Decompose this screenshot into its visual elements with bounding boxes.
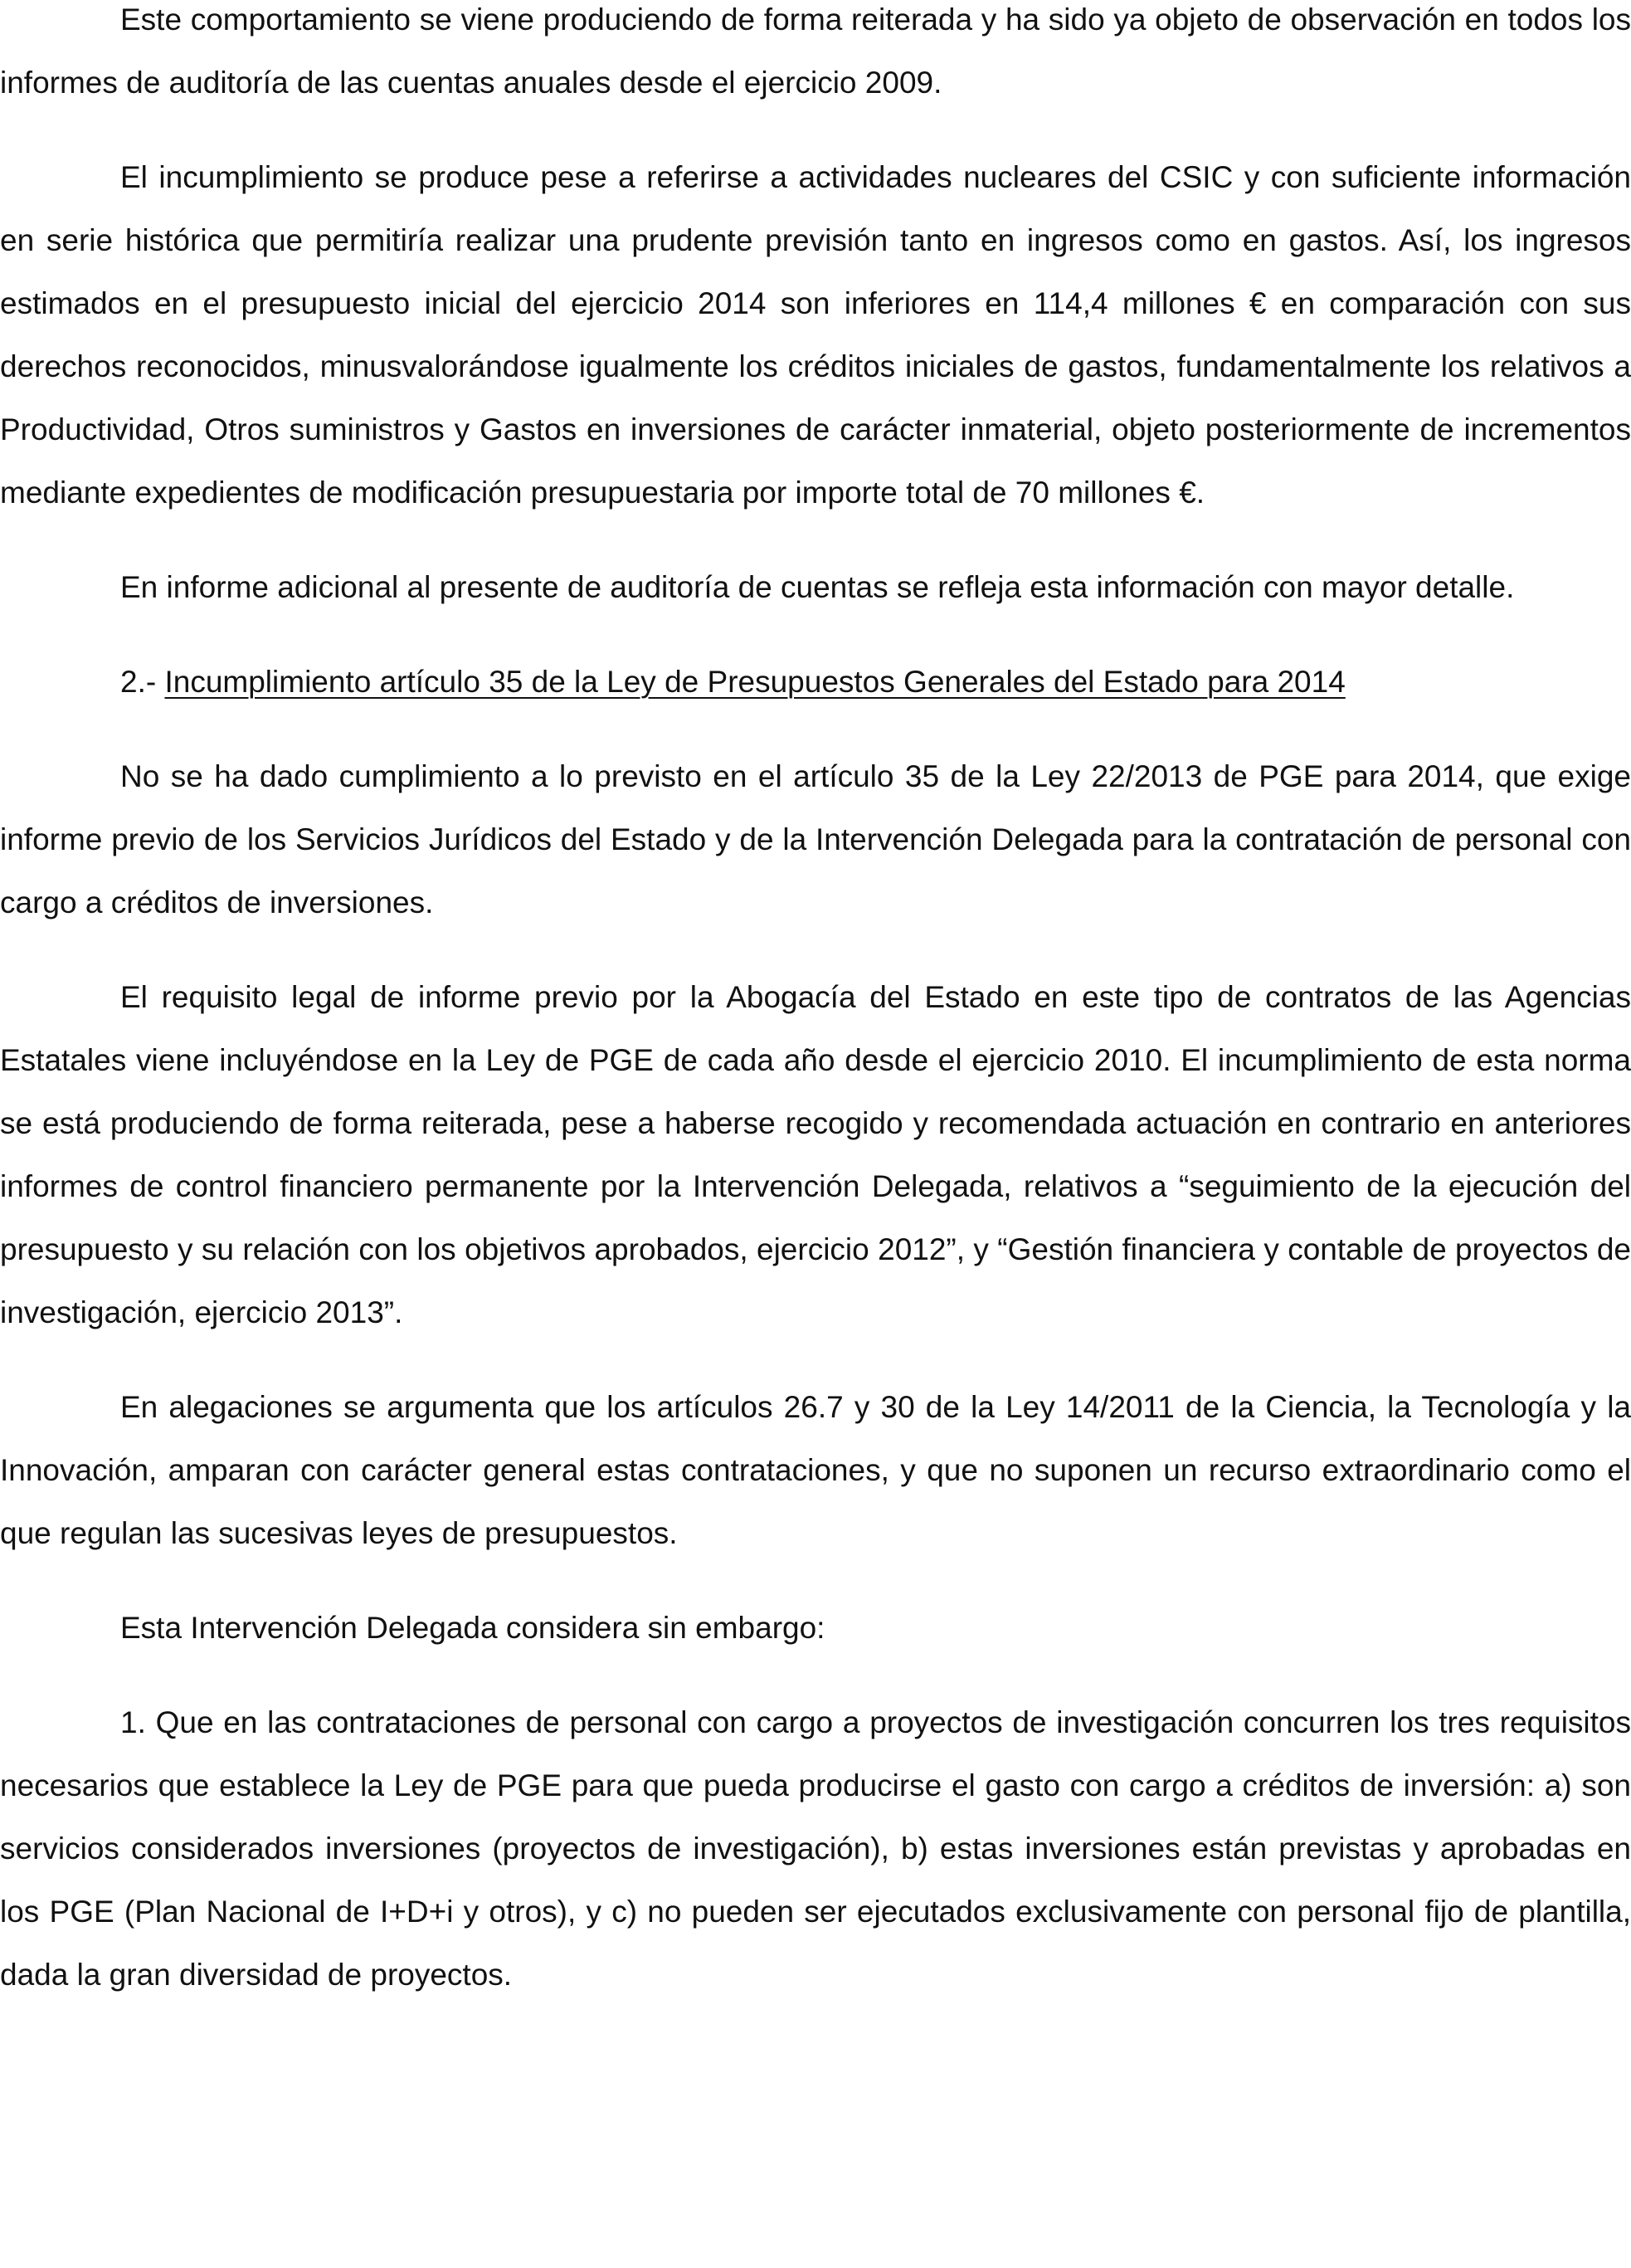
paragraph-legal-requirement: El requisito legal de informe previo por la Abogacía del Estado en este tipo de contratos de las Agencias Estatales viene incluyéndose en la Ley de PGE de cada año desde el ejercicio 2010. El incumplimiento de esta norma se está produciendo de forma reiterada, pese a haberse recogido y recomendada actuación en contrario en anteriores informes de control financiero permanente por la Intervención Delegada, relativos a “seguimiento de la ejecución del presupuesto y su relación con los objetivos aprobados, ejercicio 2012”, y “Gestión financiera y contable de proyectos de investigación, ejercicio 2013”. — [0, 980, 1631, 1329]
section-number: 2.- — [120, 665, 165, 699]
section-heading — [0, 651, 1631, 714]
paragraph-reiteration: Este comportamiento se viene produciendo de forma reiterada y ha sido ya objeto de observación en todos los informes de auditoría de las cuentas anuales desde el ejercicio 2009. — [0, 2, 1631, 100]
paragraph-additional-report: En informe adicional al presente de auditoría de cuentas se refleja esta información con mayor detalle. — [120, 570, 1515, 604]
paragraph-intervention-view: Esta Intervención Delegada considera sin embargo: — [120, 1611, 825, 1645]
section-title: Incumplimiento artículo 35 de la Ley de Presupuestos Generales del Estado para 2014 — [164, 665, 1346, 699]
paragraph-budget-noncompliance: El incumplimiento se produce pese a referirse a actividades nucleares del CSIC y con suficiente información en serie histórica que permitiría realizar una prudente previsión tanto en ingresos como en gastos. Así, los ingresos estimados en el presupuesto inicial del ejercicio 2014 son inferiores en 114,4 millones € en comparación con sus derechos reconocidos, minusvalorándose igualmente los créditos iniciales de gastos, fundamentalmente los relativos a Productividad, Otros suministros y Gastos en inversiones de carácter inmaterial, objeto posteriormente de incrementos mediante expedientes de modificación presupuestaria por importe total de 70 millones €. — [0, 160, 1631, 510]
paragraph-article-35: No se ha dado cumplimiento a lo previsto en el artículo 35 de la Ley 22/2013 de PGE para 2014, que exige informe previo de los Servicios Jurídicos del Estado y de la Intervención Delegada para la contratación de personal con cargo a créditos de inversiones. — [0, 759, 1631, 919]
paragraph-point-one: 1. Que en las contrataciones de personal con cargo a proyectos de investigación concurren los tres requisitos necesarios que establece la Ley de PGE para que pueda producirse el gasto con cargo a créditos de inversión: a) son servicios considerados inversiones (proyectos de investigación), b) estas inversiones están previstas y aprobadas en los PGE (Plan Nacional de I+D+i y otros), y c) no pueden ser ejecutados exclusivamente con personal fijo de plantilla, dada la gran diversidad de proyectos. — [0, 1705, 1631, 1992]
paragraph-allegations: En alegaciones se argumenta que los artículos 26.7 y 30 de la Ley 14/2011 de la Ciencia, la Tecnología y la Innovación, amparan con carácter general estas contrataciones, y que no suponen un recurso extraordinario como el que regulan las sucesivas leyes de presupuestos. — [0, 1390, 1631, 1550]
